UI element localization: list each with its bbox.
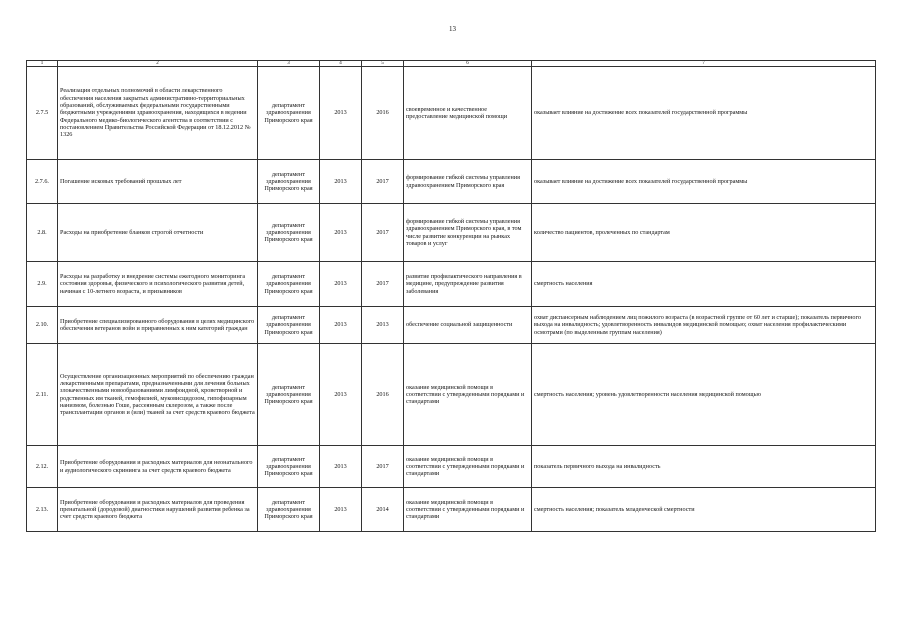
- expected-result: развитие профилактического направления в медицине, предупреждение развития заболевания: [404, 262, 532, 307]
- measure-name: Реализация отдельных полномочий в области лекарственного обеспечения населения закрытых административно-территориальных образований, обслуживаемых федеральными государственными бюджетными учреждениями здравоохранения, находящихся в ведении Федерального медико-биологического агентства в соответствии с постановлением Правительства Российской Федерации от 18.12.2012 № 1326: [58, 67, 258, 160]
- indicator-link: смертность населения; показатель младенческой смертности: [532, 488, 876, 532]
- indicator-link: оказывает влияние на достижение всех показателей государственной программы: [532, 160, 876, 204]
- start-year: 2013: [320, 204, 362, 262]
- executor: департамент здравоохранения Приморского края: [258, 67, 320, 160]
- table-row: [27, 307, 876, 344]
- start-year: 2013: [320, 488, 362, 532]
- end-year: 2013: [362, 307, 404, 344]
- table-row: [27, 67, 876, 160]
- program-table: [26, 60, 876, 532]
- end-year: 2017: [362, 204, 404, 262]
- page-number: 13: [449, 25, 456, 33]
- end-year: 2014: [362, 488, 404, 532]
- table-row: [27, 446, 876, 488]
- end-year: 2016: [362, 67, 404, 160]
- expected-result: оказание медицинской помощи в соответствии с утвержденными порядками и стандартами: [404, 488, 532, 532]
- table-row: [27, 204, 876, 262]
- expected-result: оказание медицинской помощи в соответствии с утвержденными порядками и стандартами: [404, 446, 532, 488]
- indicator-link: смертность населения; уровень удовлетворенности населения медицинской помощью: [532, 344, 876, 446]
- executor: департамент здравоохранения Приморского края: [258, 160, 320, 204]
- table-row: [27, 262, 876, 307]
- measure-name: Приобретение оборудования и расходных материалов для проведения пренатальной (дородовой) диагностики нарушений развития ребенка за счет средств краевого бюджета: [58, 488, 258, 532]
- column-number: 5: [362, 61, 404, 67]
- executor: департамент здравоохранения Приморского края: [258, 446, 320, 488]
- expected-result: формирование гибкой системы управления здравоохранением Приморского края, в том числе развитие конкуренции на рынках товаров и услуг: [404, 204, 532, 262]
- table-row: [27, 160, 876, 204]
- row-number: 2.7.6.: [27, 160, 58, 204]
- indicator-link: оказывает влияние на достижение всех показателей государственной программы: [532, 67, 876, 160]
- expected-result: своевременное и качественное предоставление медицинской помощи: [404, 67, 532, 160]
- start-year: 2013: [320, 446, 362, 488]
- executor: департамент здравоохранения Приморского края: [258, 488, 320, 532]
- expected-result: формирование гибкой системы управления здравоохранением Приморского края: [404, 160, 532, 204]
- row-number: 2.9.: [27, 262, 58, 307]
- column-number: 7: [532, 61, 876, 67]
- table-row: [27, 344, 876, 446]
- expected-result: обеспечение социальной защищенности: [404, 307, 532, 344]
- indicator-link: охват диспансерным наблюдением лиц пожилого возраста (в возрастной группе от 60 лет и старше); показатель первичного выхода на инвалидность; удовлетворенность инвалидов медицинской помощью; охват населения профилактическими осмотрами (по выделенным группам населения): [532, 307, 876, 344]
- executor: департамент здравоохранения Приморского края: [258, 344, 320, 446]
- end-year: 2017: [362, 446, 404, 488]
- start-year: 2013: [320, 262, 362, 307]
- column-number: 4: [320, 61, 362, 67]
- start-year: 2013: [320, 344, 362, 446]
- row-number: 2.10.: [27, 307, 58, 344]
- measure-name: Приобретение специализированного оборудования в целях медицинского обеспечения ветеранов войн и приравненных к ним категорий граждан: [58, 307, 258, 344]
- column-number: 6: [404, 61, 532, 67]
- column-number: 2: [58, 61, 258, 67]
- row-number: 2.11.: [27, 344, 58, 446]
- end-year: 2017: [362, 160, 404, 204]
- expected-result: оказание медицинской помощи в соответствии с утвержденными порядками и стандартами: [404, 344, 532, 446]
- measure-name: Расходы на разработку и внедрение системы ежегодного мониторинга состояния здоровья, физического и психологического развития детей, начиная с 10-летнего возраста, и призывников: [58, 262, 258, 307]
- row-number: 2.8.: [27, 204, 58, 262]
- measure-name: Погашение исковых требований прошлых лет: [58, 160, 258, 204]
- start-year: 2013: [320, 307, 362, 344]
- row-number: 2.7.5: [27, 67, 58, 160]
- row-number: 2.12.: [27, 446, 58, 488]
- measure-name: Осуществление организационных мероприятий по обеспечению граждан лекарственными препаратами, предназначенными для лечения больных злокачественными новообразованиями лимфоидной, кроветворной и родственных им тканей, гемофилией, муковисцидозом, гипофизарным нанизмом, болезнью Гоше, рассеянным склерозом, а также после трансплантации органов и (или) тканей за счет средств краевого бюджета: [58, 344, 258, 446]
- row-number: 2.13.: [27, 488, 58, 532]
- indicator-link: смертность населения: [532, 262, 876, 307]
- executor: департамент здравоохранения Приморского края: [258, 262, 320, 307]
- executor: департамент здравоохранения Приморского края: [258, 204, 320, 262]
- start-year: 2013: [320, 67, 362, 160]
- measure-name: Приобретение оборудования и расходных материалов для неонатального и аудиологического скрининга за счет средств краевого бюджета: [58, 446, 258, 488]
- column-number: 1: [27, 61, 58, 67]
- indicator-link: показатель первичного выхода на инвалидность: [532, 446, 876, 488]
- executor: департамент здравоохранения Приморского края: [258, 307, 320, 344]
- measure-name: Расходы на приобретение бланков строгой отчетности: [58, 204, 258, 262]
- column-number: 3: [258, 61, 320, 67]
- end-year: 2017: [362, 262, 404, 307]
- end-year: 2016: [362, 344, 404, 446]
- start-year: 2013: [320, 160, 362, 204]
- indicator-link: количество пациентов, пролеченных по стандартам: [532, 204, 876, 262]
- table-row: [27, 488, 876, 532]
